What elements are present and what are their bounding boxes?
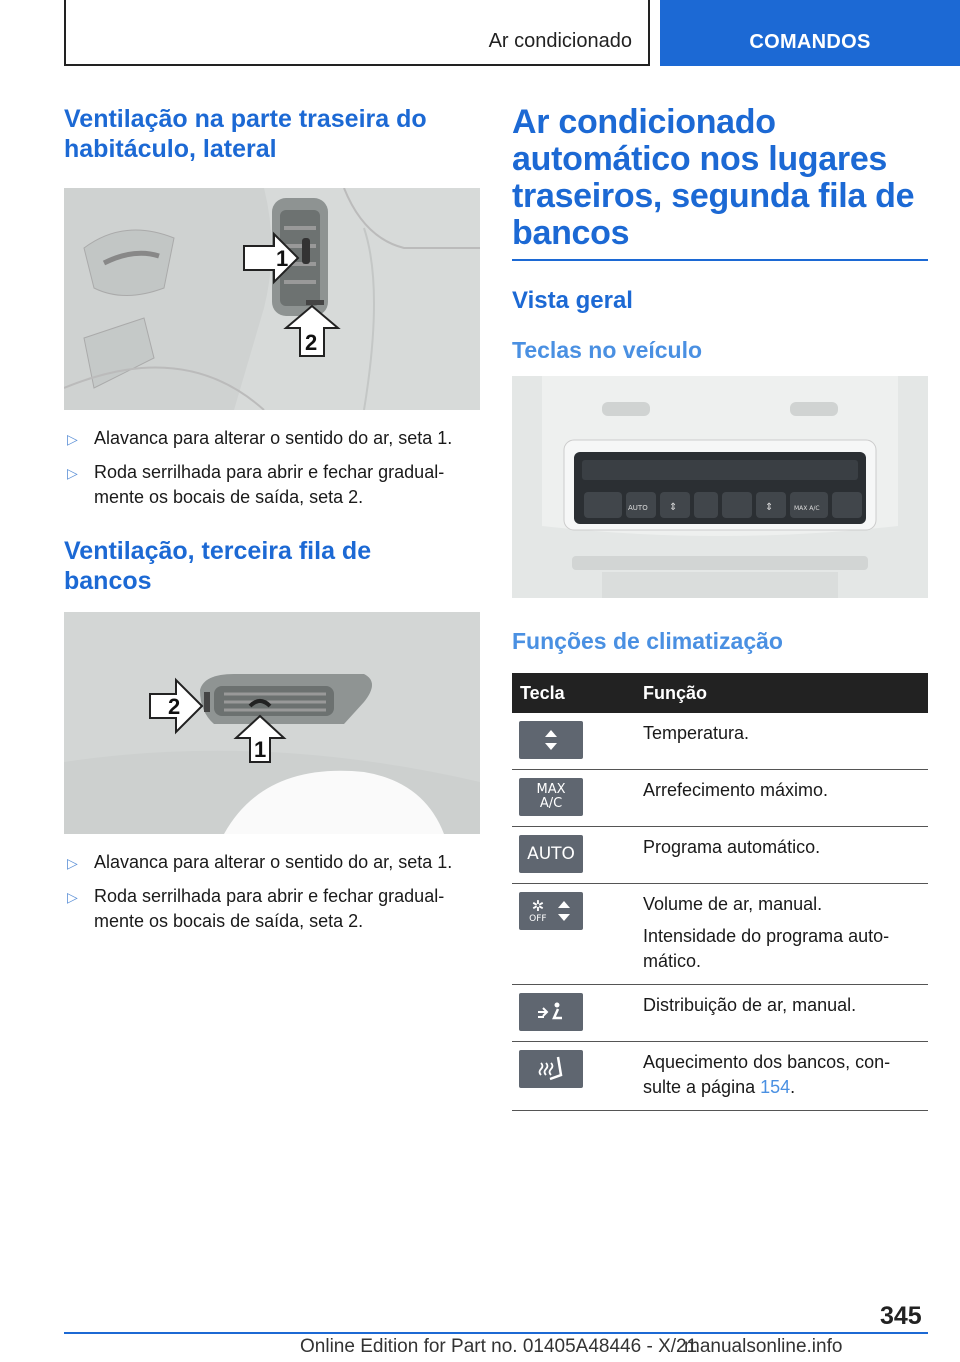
footer-divider — [64, 1332, 928, 1334]
photo-side-vent — [64, 188, 480, 410]
fan-off-up-down-icon: ✲ OFF — [519, 892, 583, 930]
left-column — [64, 104, 480, 943]
right-column — [512, 104, 928, 1111]
table-row: Temperatura. — [512, 713, 928, 770]
list-item: ▷ Alavanca para alterar o sentido do ar, seta 1. — [64, 426, 480, 451]
bullet-triangle-icon: ▷ — [67, 889, 78, 905]
photo-third-row-vent — [64, 612, 480, 834]
svg-text:⇕: ⇕ — [765, 502, 774, 513]
footer-watermark: manualsonline.info — [684, 1336, 843, 1357]
list-item: ▷ Roda serrilhada para abrir e fechar gradual-mente os bocais de saída, seta 2. — [67, 462, 445, 507]
table-row: ✲ OFF Volume de ar, manual. Intensidade do programa auto-mático. — [512, 884, 928, 985]
subsection-keys-heading: Teclas no veículo — [512, 337, 703, 363]
bullet-triangle-icon: ▷ — [67, 855, 78, 871]
table-header-row — [512, 673, 928, 713]
svg-text:⇕: ⇕ — [669, 502, 678, 513]
bullet-list-third-row-vent — [64, 850, 480, 934]
panel-maxac-label: MAX A/C — [794, 505, 820, 512]
footer-edition-text: Online Edition for Part no. 01405A48446 - X/21 — [300, 1336, 698, 1357]
photo-rear-climate-panel — [512, 376, 928, 598]
heading-third-row-ventilation: Ventilação, terceira fila de bancos — [64, 537, 372, 595]
list-item: ▷ Roda serrilhada para abrir e fechar gradual-mente os bocais de saída, seta 2. — [67, 886, 445, 931]
header-section-title: Ar condicionado — [488, 30, 632, 52]
section-overview-heading: Vista geral — [512, 287, 633, 314]
climate-functions-table — [512, 673, 928, 1111]
photo1-callout-1: 1 — [276, 246, 289, 271]
bullet-list-side-vent — [64, 426, 480, 510]
photo2-callout-1: 1 — [254, 737, 267, 762]
header-chapter-tab[interactable]: COMANDOS — [660, 0, 960, 66]
table-row: AUTO Programa automático. — [512, 827, 928, 884]
title-divider — [512, 259, 928, 261]
chapter-title: Ar condicionado automático nos lugares traseiros, segunda fila de bancos — [512, 103, 915, 252]
max-ac-icon: MAX A/C — [519, 778, 583, 816]
air-distribution-icon — [519, 993, 583, 1031]
table-row: Distribuição de ar, manual. — [512, 985, 928, 1042]
climate-functions-heading: Funções de climatização — [512, 628, 783, 654]
bullet-triangle-icon: ▷ — [67, 465, 78, 481]
temperature-up-down-icon — [519, 721, 583, 759]
column-header-key: Tecla — [512, 673, 643, 713]
page-number: 345 — [880, 1302, 922, 1330]
auto-icon: AUTO — [519, 835, 583, 873]
seat-heating-icon — [519, 1050, 583, 1088]
heading-rear-ventilation-side: Ventilação na parte traseira do habitáculo, lateral — [64, 105, 427, 163]
table-row: MAX A/C Arrefecimento máximo. — [512, 770, 928, 827]
fan-icon: ✲ — [531, 896, 545, 915]
page-reference-link[interactable]: 154 — [760, 1077, 791, 1097]
bullet-triangle-icon: ▷ — [67, 431, 78, 447]
panel-auto-label: AUTO — [628, 504, 648, 512]
third-row-vent-illustration — [64, 612, 480, 834]
header-frame — [64, 0, 650, 66]
photo2-callout-2: 2 — [168, 694, 181, 719]
list-item: ▷ Alavanca para alterar o sentido do ar, seta 1. — [64, 850, 480, 875]
table-row: Aquecimento dos bancos, con-sulte a página 154. — [512, 1042, 928, 1111]
photo1-callout-2: 2 — [305, 330, 318, 355]
column-header-function: Função — [643, 673, 928, 713]
climate-panel-illustration — [512, 376, 928, 598]
side-vent-illustration — [64, 188, 480, 410]
